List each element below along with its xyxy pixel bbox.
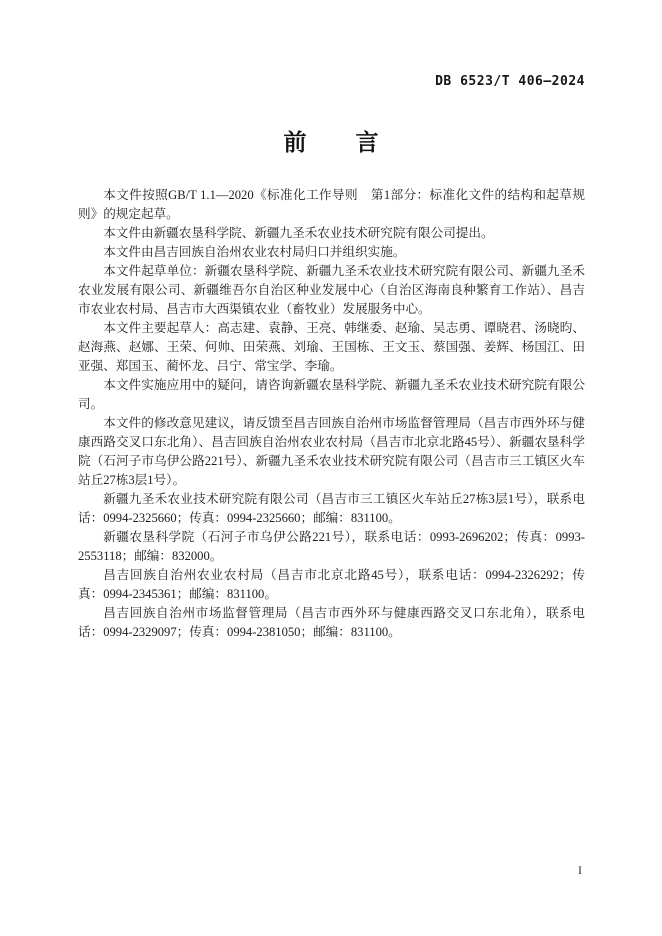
paragraph-drafting-rules: 本文件按照GB/T 1.1—2020《标准化工作导则 第1部分：标准化文件的结构和起草规则》的规定起草。 bbox=[78, 188, 585, 221]
paragraph-feedback: 本文件的修改意见建议，请反馈至昌吉回族自治州市场监督管理局（昌吉市西外环与健康西路交叉口东北角）、昌吉回族自治州农业农村局（昌吉市北京北路45号）、新疆农垦科学院（石河子市乌伊公路221号）、新疆九圣禾农业技术研究院有限公司（昌吉市三工镇区火车站丘27栋3层1号）。 bbox=[78, 416, 585, 487]
document-body bbox=[78, 186, 585, 642]
page-title: 前 言 bbox=[283, 129, 380, 155]
paragraph-inquiries: 本文件实施应用中的疑问，请咨询新疆农垦科学院、新疆九圣禾农业技术研究院有限公司。 bbox=[78, 378, 585, 411]
page-number: I bbox=[578, 863, 582, 877]
paragraph-contact-jiushenghe: 新疆九圣禾农业技术研究院有限公司（昌吉市三工镇区火车站丘27栋3层1号），联系电话：0994-2325660；传真：0994-2325660；邮编：831100。 bbox=[78, 492, 585, 525]
paragraph-main-drafters: 本文件主要起草人：高志建、袁静、王亮、韩继委、赵瑜、吴志勇、谭晓君、汤晓昀、赵海燕、赵娜、王荣、何帅、田荣燕、刘瑜、王国栋、王文玉、蔡国强、姜辉、杨国江、田亚强、郑国玉、蔺怀龙、吕宁、常宝学、李瑜。 bbox=[78, 321, 585, 373]
standard-number: DB 6523/T 406—2024 bbox=[435, 74, 585, 89]
paragraph-proposed-by: 本文件由新疆农垦科学院、新疆九圣禾农业技术研究院有限公司提出。 bbox=[103, 226, 494, 240]
document-header bbox=[78, 72, 585, 90]
paragraph-contact-agriculture-bureau: 昌吉回族自治州农业农村局（昌吉市北京北路45号），联系电话：0994-2326292；传真：0994-2345361；邮编：831100。 bbox=[78, 568, 585, 601]
paragraph-centralized-by: 本文件由昌吉回族自治州农业农村局归口并组织实施。 bbox=[103, 245, 406, 259]
paragraph-contact-nongken: 新疆农垦科学院（石河子市乌伊公路221号），联系电话：0993-2696202；传真：0993-2553118；邮编：832000。 bbox=[78, 530, 585, 563]
paragraph-contact-market-bureau: 昌吉回族自治州市场监督管理局（昌吉市西外环与健康西路交叉口东北角），联系电话：0994-2329097；传真：0994-2381050；邮编：831100。 bbox=[78, 606, 585, 639]
paragraph-drafting-units: 本文件起草单位：新疆农垦科学院、新疆九圣禾农业技术研究院有限公司、新疆九圣禾农业发展有限公司、新疆维吾尔自治区种业发展中心（自治区海南良种繁育工作站）、昌吉市农业农村局、昌吉市大西渠镇农业（畜牧业）发展服务中心。 bbox=[78, 264, 585, 316]
